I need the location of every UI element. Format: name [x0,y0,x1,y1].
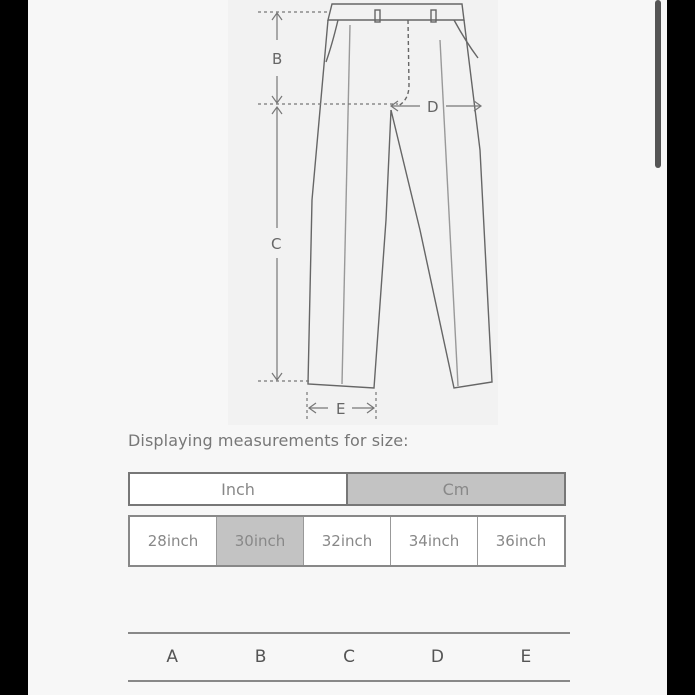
unit-toggle [128,472,566,506]
column-header-b: B [254,647,267,667]
left-crease [342,25,350,384]
unit-button-cm[interactable]: Cm [346,474,564,504]
dim-label-e: E [336,400,346,418]
column-header-a: A [166,647,179,667]
size-button-30[interactable]: 30inch [217,517,304,565]
size-button-34[interactable]: 34inch [391,517,478,565]
measurement-table-header [128,634,570,682]
fly-stitch [398,20,409,106]
dim-label-c: C [271,235,282,253]
waistband-shape [328,4,464,20]
measurement-table [128,632,570,682]
dim-label-d: D [427,98,439,116]
size-guide-page [28,0,667,695]
trousers-measurement-diagram [228,0,498,425]
size-button-32[interactable]: 32inch [304,517,391,565]
column-header-e: E [520,647,532,667]
trousers-illustration [228,0,498,425]
dim-label-b: B [272,50,283,68]
size-selector [128,515,566,567]
scrollbar-thumb[interactable] [655,0,661,168]
size-button-36[interactable]: 36inch [478,517,564,565]
size-caption: Displaying measurements for size: [128,431,409,450]
column-header-c: C [343,647,355,667]
unit-button-inch[interactable]: Inch [130,474,346,504]
column-header-d: D [430,647,444,667]
size-button-28[interactable]: 28inch [130,517,217,565]
